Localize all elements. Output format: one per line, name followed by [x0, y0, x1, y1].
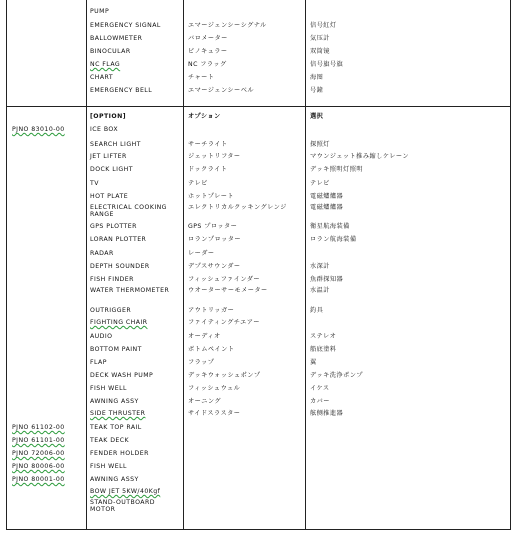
item-chinese-name: 水温計 [310, 287, 330, 294]
item-chinese-name: 船底塗料 [310, 346, 337, 353]
item-japanese-name: フィッシュウェル [188, 385, 241, 392]
item-chinese-name: 翼 [310, 359, 317, 366]
item-japanese-name: NC フラッグ [188, 61, 227, 68]
item-japanese-name: デッキウォッシュポンプ [188, 372, 261, 379]
item-english-name: DOCK LIGHT [90, 166, 133, 173]
item-chinese-name: 電磁爐爐器 [310, 204, 344, 211]
left-border [6, 0, 7, 530]
item-english-name: FENDER HOLDER [90, 450, 149, 457]
item-english-name: STAND-OUTBOARD MOTOR [90, 499, 155, 513]
item-japanese-name: テレビ [188, 180, 208, 187]
part-number: PJNO 83010-00 [12, 126, 65, 133]
item-english-name: CHART [90, 74, 114, 81]
right-border [510, 0, 511, 530]
item-english-name: ELECTRICAL COOKING RANGE [90, 204, 167, 218]
item-japanese-name: エマージェンシーシグナル [188, 22, 267, 29]
item-english-name: EMERGENCY BELL [90, 87, 153, 94]
item-english-name: AWNING ASSY [90, 398, 139, 405]
item-chinese-name: マウンジェット推み縮しケレーン [310, 153, 410, 160]
section-divider [6, 106, 511, 107]
item-english-name: DEPTH SOUNDER [90, 263, 150, 270]
item-chinese-name: 信号紅灯 [310, 22, 337, 29]
item-chinese-name: イケス [310, 385, 330, 392]
item-english-name: RADAR [90, 250, 114, 257]
item-chinese-name: 号鐘 [310, 87, 324, 94]
item-japanese-name: ウオーターサーモメーター [188, 287, 268, 294]
item-japanese-name: フィッシュファインダー [188, 276, 261, 283]
item-english-name: JET LIFTER [90, 153, 127, 160]
item-japanese-name: ロランプロッター [188, 236, 241, 243]
item-english-name: OUTRIGGER [90, 307, 132, 314]
item-chinese-name: 信号旗号旗 [310, 61, 344, 68]
item-japanese-name: ボトムペイント [188, 346, 235, 353]
item-english-name: FLAP [90, 359, 107, 366]
item-japanese-name: レーダー [188, 250, 215, 257]
item-english-name: LORAN PLOTTER [90, 236, 147, 243]
item-chinese-name: 衛星航海装備 [310, 223, 350, 230]
item-english-name: AUDIO [90, 333, 113, 340]
item-japanese-name: ジェットリフター [188, 153, 241, 160]
item-japanese-name: エレクトリカルクッキングレンジ [188, 204, 287, 211]
item-japanese-name: チャート [188, 74, 215, 81]
item-chinese-name: ロラン航海装備 [310, 236, 357, 243]
col-divider-2 [183, 0, 184, 530]
item-english-name: GPS PLOTTER [90, 223, 137, 230]
item-english-name: DECK WASH PUMP [90, 372, 154, 379]
item-english-name: BINOCULAR [90, 48, 131, 55]
option-header-chinese: 選択 [310, 113, 324, 120]
item-japanese-name: サイドスラスター [188, 410, 241, 417]
item-english-name: HOT PLATE [90, 193, 129, 200]
item-japanese-name: バロメーター [188, 35, 228, 42]
item-japanese-name: サーチライト [188, 141, 228, 148]
item-english-name: TEAK DECK [90, 437, 130, 444]
part-number: PJNO 80006-00 [12, 463, 65, 470]
item-japanese-name: エマージェンシーベル [188, 87, 254, 94]
item-japanese-name: ホットプレート [188, 193, 235, 200]
item-chinese-name: デッキ照明灯照明 [310, 166, 363, 173]
item-english-name: FISH WELL [90, 385, 127, 392]
item-chinese-name: 電磁爐爐器 [310, 193, 344, 200]
item-english-name: SEARCH LIGHT [90, 141, 141, 148]
item-japanese-name: オーニング [188, 398, 222, 405]
item-chinese-name: 魚群探知器 [310, 276, 344, 283]
option-header-japanese: オプション [188, 113, 221, 120]
item-japanese-name: オーディオ [188, 333, 221, 340]
item-chinese-name: 舷侧推進器 [310, 410, 344, 417]
item-japanese-name: アウトリッガー [188, 307, 235, 314]
item-chinese-name: 釣具 [310, 307, 324, 314]
item-japanese-name: フラップ [188, 359, 215, 366]
part-number: PJNO 80001-00 [12, 476, 65, 483]
item-english-name: BALLOWMETER [90, 35, 143, 42]
item-english-name: FISH FINDER [90, 276, 134, 283]
item-english-name: BOTTOM PAINT [90, 346, 142, 353]
item-english-name: BOW JET 5KW/40Kgf [90, 488, 161, 495]
part-number: PJNO 72006-00 [12, 450, 65, 457]
item-japanese-name: ビノキュラー [188, 48, 228, 55]
item-chinese-name: ステレオ [310, 333, 337, 340]
item-chinese-name: カバー [310, 398, 330, 405]
item-chinese-name: 海图 [310, 74, 324, 81]
item-english-name: PUMP [90, 8, 110, 15]
col-divider-1 [86, 0, 87, 530]
part-number: PJNO 61102-00 [12, 424, 65, 431]
item-english-name: EMERGENCY SIGNAL [90, 22, 161, 29]
item-english-name: NC FLAG [90, 61, 121, 68]
item-japanese-name: GPS プロッター [188, 223, 238, 230]
item-english-name: ICE BOX [90, 126, 119, 133]
item-japanese-name: ドックライト [188, 166, 228, 173]
item-japanese-name: デプスサウンダー [188, 263, 241, 270]
item-english-name: WATER THERMOMETER [90, 287, 170, 294]
item-chinese-name: 探照灯 [310, 141, 330, 148]
item-chinese-name: 双筒镜 [310, 48, 330, 55]
item-english-name: TV [90, 180, 99, 187]
item-english-name: FIGHTING CHAIR [90, 319, 148, 326]
part-number: PJNO 61101-00 [12, 437, 65, 444]
col-divider-3 [305, 0, 306, 530]
item-japanese-name: ファイティングチエアー [188, 319, 260, 326]
item-chinese-name: 気压計 [310, 35, 330, 42]
item-english-name: AWNING ASSY [90, 476, 139, 483]
bottom-border [6, 529, 511, 530]
item-english-name: FISH WELL [90, 463, 127, 470]
option-header-english: [OPTION] [90, 113, 127, 120]
item-chinese-name: テレビ [310, 180, 330, 187]
item-chinese-name: 水深計 [310, 263, 330, 270]
item-english-name: TEAK TOP RAIL [90, 424, 142, 431]
item-chinese-name: デッキ洗浄ポンプ [310, 372, 363, 379]
item-english-name: SIDE THRUSTER [90, 410, 146, 417]
